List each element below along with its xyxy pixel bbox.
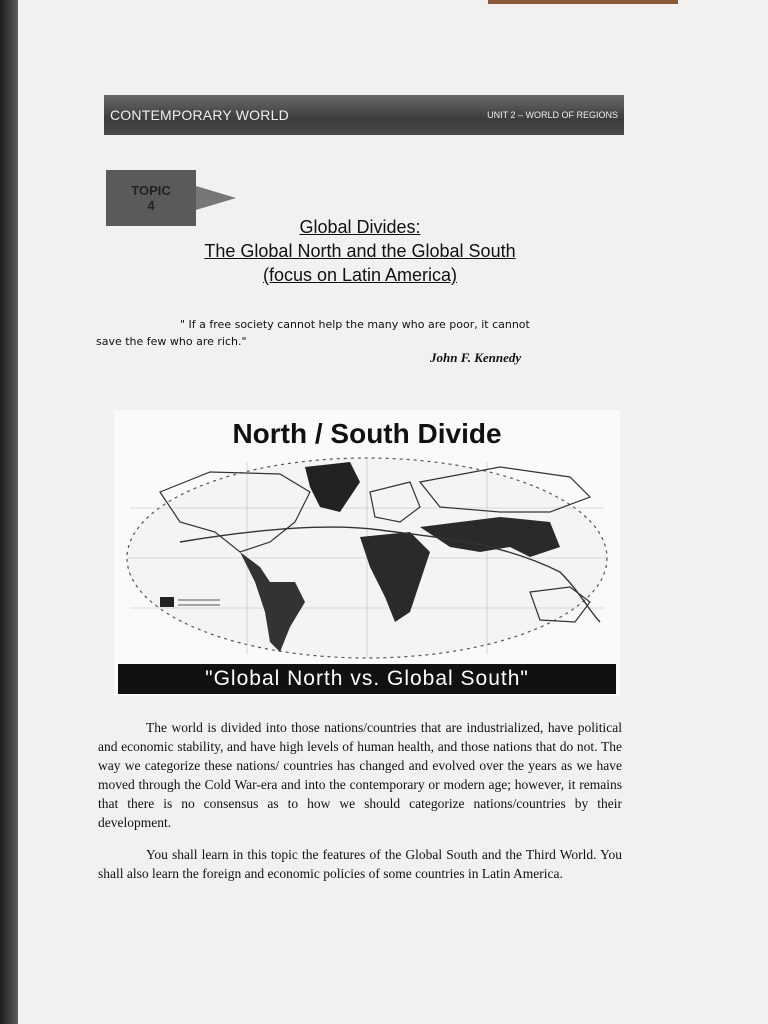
body-paragraph-2: You shall learn in this topic the features of the Global South and the Third World. You shall also learn the foreign and economic policies of some countries in Latin America.: [98, 847, 622, 881]
quote-author: John F. Kennedy: [430, 350, 522, 365]
header-unit-label: UNIT 2 – WORLD OF REGIONS: [487, 110, 618, 120]
title-line-3: (focus on Latin America): [262, 265, 458, 285]
body-text: [98, 718, 622, 896]
north-south-map-figure: [114, 410, 620, 696]
topic-title: [140, 215, 580, 287]
page-header-bar: [104, 95, 624, 135]
body-paragraph-1: The world is divided into those nations/countries that are industrialized, have political and economic stability, and have high levels of human health, and those nations that do not. The way we categorize these nations/ countries has changed and evolved over the years as we have moved through the Cold War-era and into the contemporary or modern age; however, it remains that there is no consensus as to how we should categorize nations/countries by their development.: [98, 720, 622, 830]
top-edge-strip: [488, 0, 678, 4]
quote-line-1: " If a free society cannot help the many who are poor, it cannot: [180, 318, 530, 331]
figure-title: North / South Divide: [232, 418, 502, 449]
world-map-image: [120, 452, 614, 664]
title-line-2: The Global North and the Global South: [204, 241, 516, 261]
quote-line-2: save the few who are rich.": [96, 335, 247, 348]
epigraph-quote: [96, 316, 596, 350]
topic-badge-number: 4: [147, 198, 155, 213]
figure-caption: "Global North vs. Global South": [118, 664, 616, 694]
header-course-title: CONTEMPORARY WORLD: [110, 107, 289, 123]
title-line-1: Global Divides:: [299, 217, 421, 237]
topic-badge-word: TOPIC: [131, 183, 171, 198]
topic-arrow-icon: [196, 186, 236, 210]
